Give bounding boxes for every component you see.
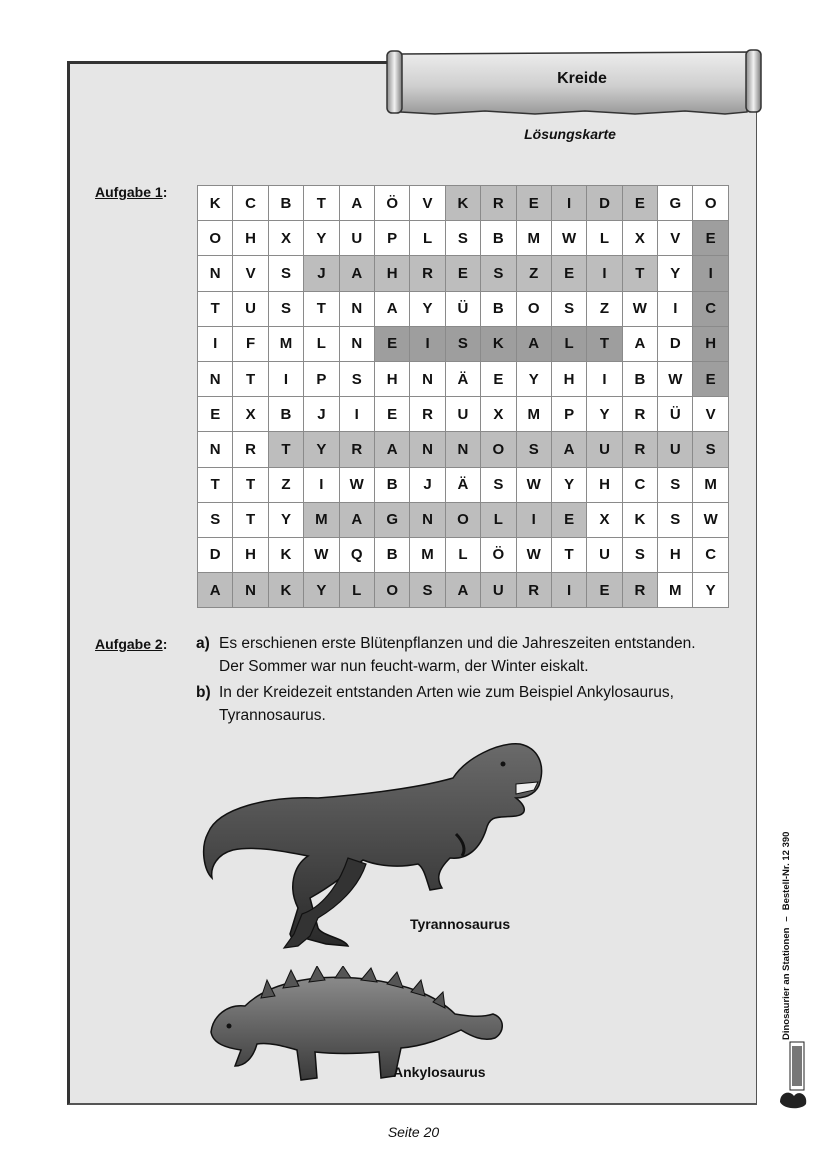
grid-cell: M <box>410 537 445 572</box>
grid-cell: B <box>374 537 409 572</box>
task2-label: Aufgabe 2: <box>95 636 168 652</box>
grid-cell: N <box>410 432 445 467</box>
grid-row <box>198 361 729 396</box>
page-subtitle: Lösungskarte <box>524 126 616 142</box>
grid-cell: H <box>374 256 409 291</box>
grid-cell: S <box>622 537 657 572</box>
grid-cell: X <box>587 502 622 537</box>
grid-cell: H <box>587 467 622 502</box>
grid-cell: K <box>445 186 480 221</box>
grid-cell: A <box>551 432 586 467</box>
grid-cell: R <box>481 186 516 221</box>
grid-cell: V <box>410 186 445 221</box>
grid-cell: Y <box>516 361 551 396</box>
grid-cell: B <box>481 221 516 256</box>
grid-cell: E <box>374 397 409 432</box>
grid-cell: K <box>622 502 657 537</box>
grid-cell: I <box>658 291 693 326</box>
grid-cell: B <box>268 397 303 432</box>
answer-a-line2: Der Sommer war nun feucht-warm, der Winter eiskalt. <box>219 657 589 675</box>
grid-cell: W <box>622 291 657 326</box>
grid-cell: L <box>445 537 480 572</box>
grid-cell: L <box>587 221 622 256</box>
grid-cell: W <box>516 467 551 502</box>
grid-cell: Ü <box>658 397 693 432</box>
grid-cell: U <box>481 573 516 608</box>
grid-cell: R <box>410 397 445 432</box>
answer-b <box>196 682 756 727</box>
grid-cell: I <box>516 502 551 537</box>
grid-cell: C <box>693 537 728 572</box>
grid-cell: N <box>339 291 374 326</box>
grid-row <box>198 256 729 291</box>
grid-cell: Y <box>304 221 339 256</box>
grid-cell: N <box>198 432 233 467</box>
grid-cell: N <box>339 326 374 361</box>
grid-cell: I <box>551 573 586 608</box>
grid-cell: N <box>198 361 233 396</box>
grid-cell: T <box>622 256 657 291</box>
grid-cell: A <box>198 573 233 608</box>
grid-cell: I <box>551 186 586 221</box>
grid-cell: O <box>516 291 551 326</box>
grid-row <box>198 326 729 361</box>
grid-cell: S <box>268 291 303 326</box>
grid-cell: I <box>410 326 445 361</box>
grid-cell: E <box>693 361 728 396</box>
grid-cell: F <box>233 326 268 361</box>
grid-cell: D <box>658 326 693 361</box>
grid-cell: N <box>410 361 445 396</box>
grid-row <box>198 467 729 502</box>
grid-cell: R <box>622 397 657 432</box>
grid-cell: L <box>410 221 445 256</box>
grid-cell: H <box>658 537 693 572</box>
grid-cell: S <box>481 467 516 502</box>
side-imprint <box>781 832 792 1040</box>
answer-a-line1: Es erschienen erste Blütenpflanzen und die Jahreszeiten entstanden. <box>219 635 696 652</box>
grid-cell: I <box>198 326 233 361</box>
grid-cell: V <box>658 221 693 256</box>
grid-cell: O <box>445 502 480 537</box>
page-number: Seite 20 <box>387 1124 440 1140</box>
grid-cell: L <box>551 326 586 361</box>
grid-cell: M <box>693 467 728 502</box>
grid-cell: A <box>622 326 657 361</box>
grid-cell: G <box>374 502 409 537</box>
grid-cell: W <box>339 467 374 502</box>
grid-cell: M <box>304 502 339 537</box>
grid-cell: P <box>304 361 339 396</box>
grid-cell: O <box>693 186 728 221</box>
grid-cell: O <box>198 221 233 256</box>
grid-cell: N <box>445 432 480 467</box>
grid-cell: T <box>304 186 339 221</box>
grid-cell: H <box>693 326 728 361</box>
grid-cell: Ä <box>445 361 480 396</box>
grid-cell: U <box>445 397 480 432</box>
grid-cell: E <box>198 397 233 432</box>
grid-cell: U <box>587 432 622 467</box>
grid-cell: J <box>410 467 445 502</box>
side-order-number: Bestell-Nr. 12 390 <box>781 831 792 911</box>
page-title: Kreide <box>557 70 607 87</box>
grid-cell: H <box>551 361 586 396</box>
grid-cell: R <box>339 432 374 467</box>
grid-cell: L <box>304 326 339 361</box>
grid-cell: B <box>374 467 409 502</box>
grid-cell: Y <box>268 502 303 537</box>
grid-cell: A <box>374 291 409 326</box>
grid-cell: U <box>587 537 622 572</box>
grid-cell: M <box>268 326 303 361</box>
grid-cell: H <box>233 537 268 572</box>
word-search-grid <box>197 185 729 608</box>
grid-cell: B <box>268 186 303 221</box>
grid-cell: E <box>551 256 586 291</box>
grid-cell: Ü <box>445 291 480 326</box>
grid-cell: D <box>587 186 622 221</box>
grid-cell: T <box>551 537 586 572</box>
grid-cell: C <box>233 186 268 221</box>
grid-cell: T <box>233 502 268 537</box>
grid-cell: T <box>233 467 268 502</box>
grid-cell: W <box>516 537 551 572</box>
grid-cell: R <box>410 256 445 291</box>
grid-cell: K <box>268 573 303 608</box>
grid-cell: S <box>481 256 516 291</box>
grid-cell: E <box>374 326 409 361</box>
ankylosaurus-caption: Ankylosaurus <box>393 1064 486 1080</box>
grid-cell: O <box>374 573 409 608</box>
grid-cell: E <box>622 186 657 221</box>
grid-cell: W <box>551 221 586 256</box>
grid-row <box>198 291 729 326</box>
grid-cell: O <box>481 432 516 467</box>
grid-cell: Y <box>304 573 339 608</box>
answer-b-line2: Tyrannosaurus. <box>219 706 326 724</box>
grid-cell: H <box>374 361 409 396</box>
grid-cell: C <box>693 291 728 326</box>
grid-cell: R <box>622 573 657 608</box>
grid-cell: B <box>481 291 516 326</box>
grid-cell: E <box>481 361 516 396</box>
grid-cell: C <box>622 467 657 502</box>
grid-cell: V <box>693 397 728 432</box>
grid-cell: X <box>233 397 268 432</box>
grid-cell: I <box>587 256 622 291</box>
grid-cell: X <box>481 397 516 432</box>
grid-cell: Q <box>339 537 374 572</box>
answer-b-line1: In der Kreidezeit entstanden Arten wie zum Beispiel Ankylosaurus, <box>219 684 674 701</box>
grid-cell: Z <box>587 291 622 326</box>
grid-cell: Z <box>516 256 551 291</box>
answer-b-key: b) <box>196 684 211 701</box>
grid-cell: Y <box>304 432 339 467</box>
grid-row <box>198 186 729 221</box>
grid-cell: Ö <box>481 537 516 572</box>
grid-cell: N <box>410 502 445 537</box>
grid-row <box>198 573 729 608</box>
grid-cell: I <box>693 256 728 291</box>
grid-cell: X <box>622 221 657 256</box>
grid-cell: W <box>693 502 728 537</box>
grid-cell: S <box>268 256 303 291</box>
grid-cell: K <box>198 186 233 221</box>
grid-cell: S <box>658 502 693 537</box>
grid-cell: E <box>693 221 728 256</box>
task2-answers <box>196 633 756 731</box>
grid-cell: U <box>233 291 268 326</box>
grid-cell: T <box>233 361 268 396</box>
grid-cell: A <box>516 326 551 361</box>
grid-cell: S <box>410 573 445 608</box>
grid-cell: R <box>516 573 551 608</box>
grid-cell: S <box>445 221 480 256</box>
grid-cell: A <box>374 432 409 467</box>
grid-cell: E <box>516 186 551 221</box>
grid-cell: S <box>693 432 728 467</box>
grid-cell: V <box>233 256 268 291</box>
grid-cell: R <box>622 432 657 467</box>
grid-cell: K <box>268 537 303 572</box>
grid-cell: U <box>339 221 374 256</box>
grid-cell: I <box>268 361 303 396</box>
grid-cell: S <box>516 432 551 467</box>
grid-cell: L <box>339 573 374 608</box>
grid-cell: T <box>198 291 233 326</box>
grid-cell: J <box>304 256 339 291</box>
grid-cell: W <box>304 537 339 572</box>
grid-cell: Z <box>268 467 303 502</box>
grid-cell: T <box>198 467 233 502</box>
grid-cell: H <box>233 221 268 256</box>
grid-cell: N <box>233 573 268 608</box>
side-separator: – <box>781 916 792 922</box>
grid-cell: E <box>445 256 480 291</box>
grid-cell: K <box>481 326 516 361</box>
grid-cell: Y <box>693 573 728 608</box>
grid-row <box>198 397 729 432</box>
grid-cell: M <box>658 573 693 608</box>
grid-cell: I <box>304 467 339 502</box>
grid-row <box>198 432 729 467</box>
grid-cell: N <box>198 256 233 291</box>
grid-cell: S <box>198 502 233 537</box>
grid-cell: Y <box>551 467 586 502</box>
grid-cell: I <box>339 397 374 432</box>
grid-row <box>198 502 729 537</box>
tyrannosaurus-caption: Tyrannosaurus <box>410 916 511 932</box>
grid-cell: E <box>587 573 622 608</box>
grid-cell: M <box>516 397 551 432</box>
grid-cell: R <box>233 432 268 467</box>
side-title: Dinosaurier an Stationen <box>781 927 792 1040</box>
grid-cell: T <box>587 326 622 361</box>
grid-cell: A <box>445 573 480 608</box>
grid-cell: Ä <box>445 467 480 502</box>
grid-row <box>198 537 729 572</box>
grid-cell: M <box>516 221 551 256</box>
grid-cell: L <box>481 502 516 537</box>
grid-cell: A <box>339 502 374 537</box>
grid-cell: E <box>551 502 586 537</box>
grid-cell: S <box>551 291 586 326</box>
grid-cell: J <box>304 397 339 432</box>
grid-row <box>198 221 729 256</box>
grid-cell: T <box>304 291 339 326</box>
grid-cell: B <box>622 361 657 396</box>
grid-cell: S <box>658 467 693 502</box>
grid-cell: P <box>551 397 586 432</box>
grid-cell: S <box>339 361 374 396</box>
grid-cell: S <box>445 326 480 361</box>
grid-cell: W <box>658 361 693 396</box>
grid-cell: G <box>658 186 693 221</box>
grid-cell: Ö <box>374 186 409 221</box>
publisher-logo <box>776 1040 810 1110</box>
grid-cell: T <box>268 432 303 467</box>
grid-cell: A <box>339 256 374 291</box>
grid-cell: A <box>339 186 374 221</box>
grid-cell: X <box>268 221 303 256</box>
grid-cell: Y <box>658 256 693 291</box>
grid-cell: U <box>658 432 693 467</box>
answer-a <box>196 633 756 678</box>
grid-cell: Y <box>410 291 445 326</box>
grid-cell: Y <box>587 397 622 432</box>
grid-cell: I <box>587 361 622 396</box>
grid-cell: D <box>198 537 233 572</box>
task1-label: Aufgabe 1: <box>95 184 168 200</box>
answer-a-key: a) <box>196 635 210 652</box>
grid-cell: P <box>374 221 409 256</box>
